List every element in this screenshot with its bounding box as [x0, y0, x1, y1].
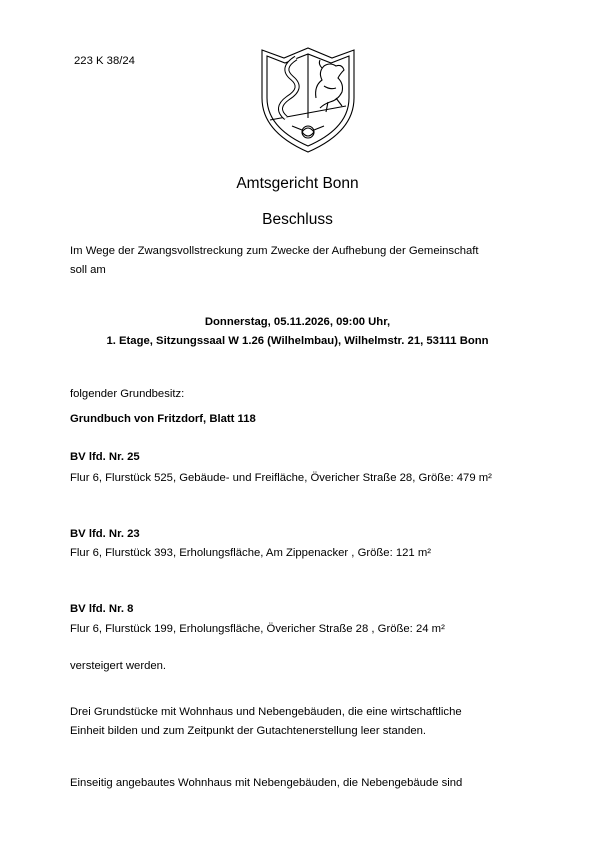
description2-line-1: Einseitig angebautes Wohnhaus mit Nebengebäuden, die Nebengebäude sind	[70, 777, 463, 789]
land-register: Grundbuch von Fritzdorf, Blatt 118	[70, 413, 256, 425]
parcel-detail: Flur 6, Flurstück 525, Gebäude- und Freifläche, Övericher Straße 28, Größe: 479 m²	[70, 472, 492, 484]
parcel-heading: BV lfd. Nr. 25	[70, 451, 140, 463]
description-line-1: Drei Grundstücke mit Wohnhaus und Nebengebäuden, die eine wirtschaftliche	[70, 706, 462, 718]
auction-location: 1. Etage, Sitzungssaal W 1.26 (Wilhelmbau), Wilhelmstr. 21, 53111 Bonn	[106, 335, 489, 347]
auction-date: Donnerstag, 05.11.2026, 09:00 Uhr,	[204, 316, 391, 328]
auctioned-text: versteigert werden.	[70, 660, 167, 672]
case-number: 223 K 38/24	[74, 55, 135, 67]
coat-of-arms-icon	[258, 46, 358, 154]
parcel-detail: Flur 6, Flurstück 199, Erholungsfläche, Övericher Straße 28 , Größe: 24 m²	[70, 623, 445, 635]
parcel-heading: BV lfd. Nr. 23	[70, 528, 140, 540]
document-title: Beschluss	[262, 211, 333, 228]
parcel-heading: BV lfd. Nr. 8	[70, 603, 134, 615]
intro-line-2: soll am	[70, 264, 106, 276]
parcel-detail: Flur 6, Flurstück 393, Erholungsfläche, Am Zippenacker , Größe: 121 m²	[70, 547, 432, 559]
description-line-2: Einheit bilden und zum Zeitpunkt der Gutachtenerstellung leer standen.	[70, 725, 427, 737]
property-intro: folgender Grundbesitz:	[70, 388, 185, 400]
court-name: Amtsgericht Bonn	[236, 175, 359, 192]
intro-line-1: Im Wege der Zwangsvollstreckung zum Zwecke der Aufhebung der Gemeinschaft	[70, 245, 479, 257]
